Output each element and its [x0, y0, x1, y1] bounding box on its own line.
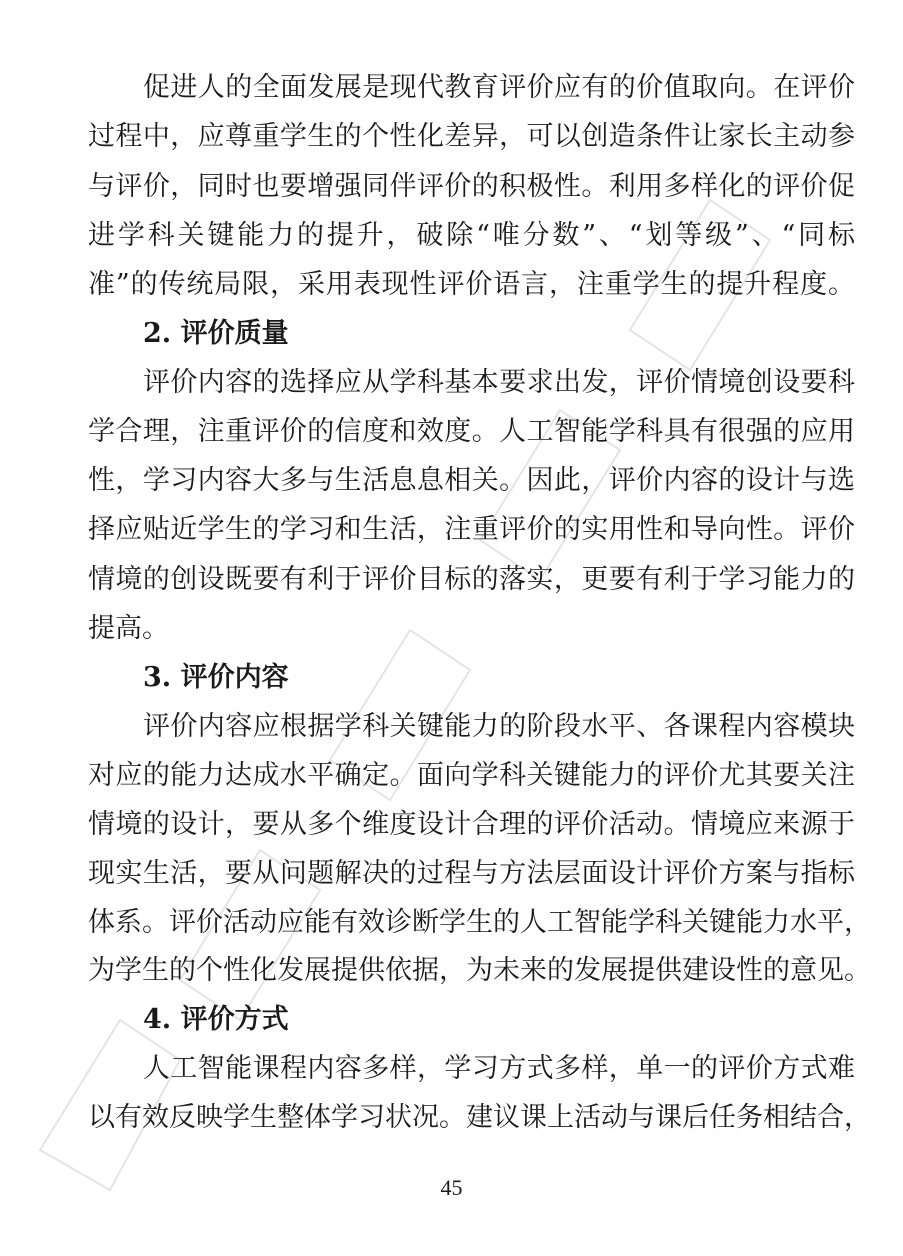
text-line: 以有效反映学生整体学习状况。建议课上活动与课后任务相结合， [88, 1102, 871, 1133]
text-line: 进学科关键能力的提升，破除“唯分数”、“划等级”、“同标 [88, 220, 855, 251]
text-line: 准”的传统局限，采用表现性评价语言，注重学生的提升程度。 [88, 269, 855, 300]
text-line: 学合理，注重评价的信度和效度。人工智能学科具有很强的应用 [88, 416, 855, 447]
text-line: 过程中，应尊重学生的个性化差异，可以创造条件让家长主动参 [88, 121, 855, 152]
text-line: 情境的创设既要有利于评价目标的落实，更要有利于学习能力的 [88, 564, 855, 595]
text-line: 评价内容的选择应从学科基本要求出发，评价情境创设要科 [143, 367, 855, 398]
text-line: 与评价，同时也要增强同伴评价的积极性。利用多样化的评价促 [88, 171, 855, 202]
text-line: 性，学习内容大多与生活息息相关。因此，评价内容的设计与选 [88, 465, 855, 496]
text-line: 择应贴近学生的学习和生活，注重评价的实用性和导向性。评价 [88, 514, 855, 545]
text-line: 为学生的个性化发展提供依据，为未来的发展提供建设性的意见。 [88, 955, 871, 986]
section-heading: 3. 评价内容 [143, 662, 289, 693]
page-number: 45 [440, 1175, 463, 1200]
text-line: 体系。评价活动应能有效诊断学生的人工智能学科关键能力水平， [88, 907, 871, 938]
text-line: 对应的能力达成水平确定。面向学科关键能力的评价尤其要关注 [88, 760, 855, 791]
text-line: 评价内容应根据学科关键能力的阶段水平、各课程内容模块 [143, 711, 855, 742]
section-heading: 2. 评价质量 [143, 318, 289, 349]
section-heading: 4. 评价方式 [143, 1004, 289, 1035]
text-line: 现实生活，要从问题解决的过程与方法层面设计评价方案与指标 [88, 858, 855, 889]
text-line: 情境的设计，要从多个维度设计合理的评价活动。情境应来源于 [88, 809, 855, 840]
text-line: 人工智能课程内容多样，学习方式多样，单一的评价方式难 [143, 1053, 855, 1084]
text-line: 促进人的全面发展是现代教育评价应有的价值取向。在评价 [143, 72, 855, 103]
text-line: 提高。 [88, 613, 169, 644]
